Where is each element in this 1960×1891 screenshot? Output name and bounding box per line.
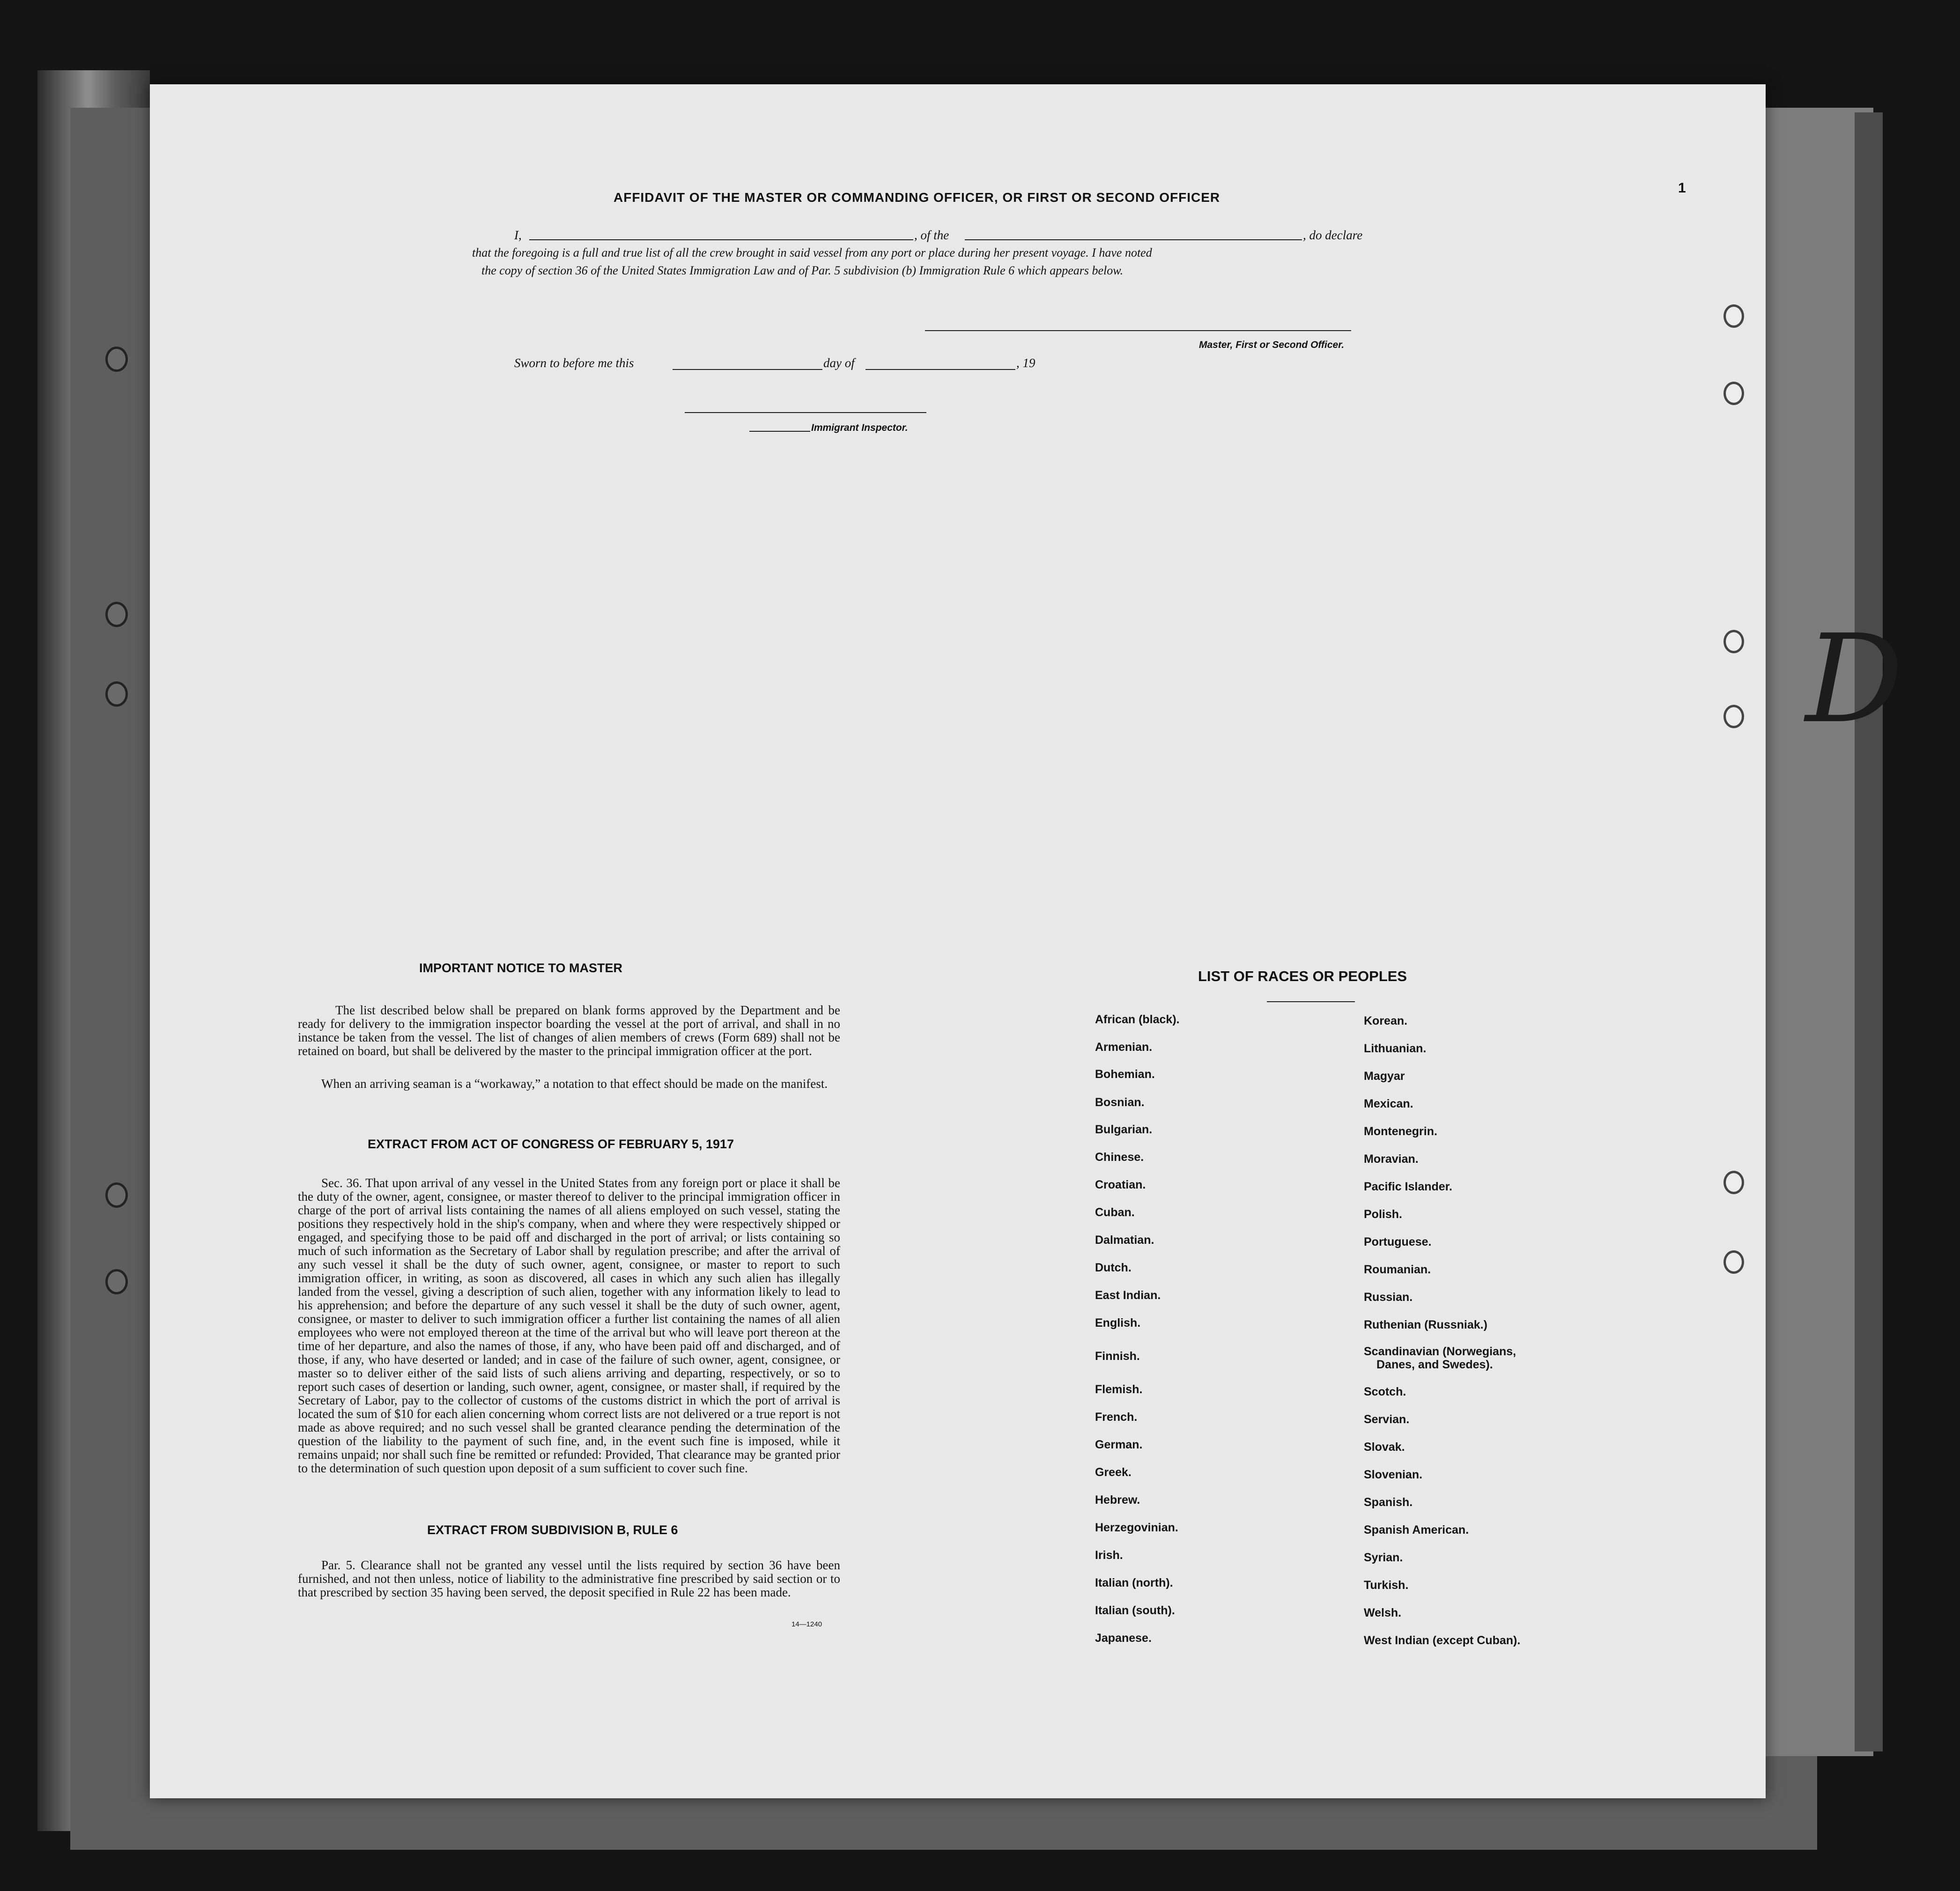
- master-signature-label: Master, First or Second Officer.: [1199, 340, 1345, 350]
- rule-par-5-text: Par. 5. Clearance shall not be granted any vessel until the lists required by section 36 have been furnished, and not then unless, notice of liability to the administrative fine prescribed by said section or to that prescribed by section 35 having been served, the deposit specified in Rule 22 has been made.: [298, 1558, 840, 1599]
- races-title-rule: [1267, 1001, 1355, 1002]
- race-entry: Bulgarian.: [1095, 1123, 1153, 1136]
- race-entry: Finnish.: [1095, 1350, 1140, 1363]
- affidavit-body-line: the copy of section 36 of the United States Immigration Law and of Par. 5 subdivision (b) Immigration Rule 6 which appears below.: [481, 264, 1124, 277]
- act-section-36-text: Sec. 36. That upon arrival of any vessel in the United States from any foreign port or place it shall be the duty of the owner, agent, consignee, or master thereof to deliver to the principal immigration officer in charge of the port of arrival lists containing the names of all aliens employed on such vessel, stating the positions they respectively hold in the ship's company, when and where they were respectively shipped or engaged, and specifying those to be paid off and discharged in the port of arrival; or lists containing so much of such information as the Secretary of Labor shall by regulation prescribe; and after the arrival of any such vessel it shall be the duty of such owner, agent, consignee, or master to report to such immigration officer, in writing, as soon as discovered, all cases in which any such alien has illegally landed from the vessel, giving a description of such alien, together with any information likely to lead to his apprehension; and before the departure of any such vessel it shall be the duty of such owner, agent, consignee, or master to deliver to such immigration officer a further list containing the names of all alien employees who were not employed thereon at the time of the arrival but who will leave port thereon at the time of her departure, and also the names of those, if any, who have been paid off and discharged, and of those, if any, who have deserted or landed; and in case of the failure of such owner, agent, consignee, or master so to deliver either of the said lists of such aliens arriving and departing, respectively, or so to report such cases of desertion or landing, such owner, agent, consignee, or master shall, if required by the Secretary of Labor, pay to the collector of customs of the customs district in which the port of arrival is located the sum of $10 for each alien concerning whom correct lists are not delivered or a true report is not made as above required; and no such vessel shall be granted clearance pending the determination of the question of the liability to the payment of such fine, and, in the event such fine is imposed, while it remains unpaid; nor shall such fine be remitted or refunded: Provided, That clearance may be granted prior to the determination of such question upon deposit of a sum sufficient to cover such fine.: [298, 1176, 840, 1475]
- form-code: 14—1240: [791, 1620, 822, 1628]
- race-entry: Cuban.: [1095, 1206, 1135, 1219]
- race-entry: East Indian.: [1095, 1289, 1161, 1302]
- rule-title: EXTRACT FROM SUBDIVISION B, RULE 6: [427, 1523, 678, 1537]
- race-entry: Dutch.: [1095, 1261, 1132, 1274]
- sworn-year-label: , 19: [1016, 356, 1035, 370]
- race-entry: Hebrew.: [1095, 1493, 1140, 1507]
- affidavit-body-line: that the foregoing is a full and true list of all the crew brought in said vessel from any port or place during her present voyage. I have noted: [472, 246, 1152, 259]
- race-entry: Slovak.: [1364, 1440, 1405, 1454]
- race-entry: Korean.: [1364, 1014, 1408, 1027]
- race-entry: Flemish.: [1095, 1383, 1143, 1396]
- race-entry: Herzegovinian.: [1095, 1521, 1178, 1534]
- race-entry: Syrian.: [1364, 1551, 1403, 1564]
- sworn-day-of-label: day of: [823, 356, 855, 370]
- race-entry: Mexican.: [1364, 1097, 1413, 1110]
- race-entry: Roumanian.: [1364, 1263, 1431, 1276]
- race-entry: English.: [1095, 1316, 1141, 1330]
- binder-ring-hole: [105, 347, 128, 372]
- master-signature-line: [925, 330, 1351, 331]
- binder-ring-hole: [105, 602, 128, 627]
- race-entry: Welsh.: [1364, 1606, 1402, 1619]
- race-entry: French.: [1095, 1411, 1138, 1424]
- underlying-page-strip: [1855, 112, 1883, 1751]
- race-entry: Scotch.: [1364, 1385, 1406, 1398]
- race-entry: Scandinavian (Norwegians,: [1364, 1345, 1516, 1358]
- sworn-day-line: [673, 369, 822, 370]
- race-entry: Spanish American.: [1364, 1523, 1469, 1536]
- punch-hole: [1723, 1250, 1744, 1274]
- race-entry: Bohemian.: [1095, 1068, 1155, 1081]
- binder-ring-hole: [105, 1182, 128, 1208]
- sworn-label: Sworn to before me this: [514, 356, 634, 370]
- race-entry: Moravian.: [1364, 1152, 1419, 1166]
- race-entry: Montenegrin.: [1364, 1125, 1437, 1138]
- punch-hole: [1723, 705, 1744, 728]
- name-line: [529, 239, 913, 240]
- document-page: [150, 84, 1766, 1798]
- race-entry: Slovenian.: [1364, 1468, 1423, 1481]
- race-entry: Turkish.: [1364, 1579, 1409, 1592]
- race-entry: Italian (north).: [1095, 1576, 1173, 1589]
- race-entry: Chinese.: [1095, 1151, 1144, 1164]
- binder-ring-hole: [105, 1269, 128, 1294]
- affidavit-declare-label: , do declare: [1303, 228, 1363, 242]
- underlying-page-letter: D: [1805, 609, 1903, 750]
- inspector-signature-line: [685, 412, 926, 413]
- inspector-label: Immigrant Inspector.: [811, 422, 908, 433]
- race-entry: Japanese.: [1095, 1632, 1152, 1645]
- race-entry: German.: [1095, 1438, 1143, 1451]
- punch-hole: [1723, 630, 1744, 653]
- race-entry: Greek.: [1095, 1466, 1132, 1479]
- notice-title: IMPORTANT NOTICE TO MASTER: [419, 961, 622, 975]
- races-title: LIST OF RACES OR PEOPLES: [1198, 968, 1407, 984]
- race-entry: Ruthenian (Russniak.): [1364, 1318, 1487, 1331]
- race-entry: Croatian.: [1095, 1178, 1146, 1191]
- affidavit-title: AFFIDAVIT OF THE MASTER OR COMMANDING OFFICER, OR FIRST OR SECOND OFFICER: [614, 190, 1220, 205]
- race-entry: Bosnian.: [1095, 1096, 1145, 1109]
- notice-paragraph: The list described below shall be prepared on blank forms approved by the Department and be ready for delivery to the immigration inspector boarding the vessel at the port of arrival, and shall in no instance be taken from the vessel. The list of changes of alien members of crews (Form 689) shall not be retained on board, but shall be delivered by the master to the principal immigration officer at the port.: [298, 1003, 840, 1058]
- inspector-dash: [749, 431, 810, 432]
- race-entry: Danes, and Swedes).: [1376, 1358, 1493, 1371]
- notice-paragraph: When an arriving seaman is a “workaway,” a notation to that effect should be made on the manifest.: [321, 1077, 828, 1091]
- race-entry: Pacific Islander.: [1364, 1180, 1452, 1193]
- race-entry: Armenian.: [1095, 1041, 1153, 1054]
- punch-hole: [1723, 1171, 1744, 1194]
- binder-ring-hole: [105, 681, 128, 707]
- race-entry: Portuguese.: [1364, 1235, 1432, 1248]
- race-entry: West Indian (except Cuban).: [1364, 1634, 1521, 1647]
- affidavit-i-label: I,: [514, 228, 522, 242]
- race-entry: African (black).: [1095, 1013, 1180, 1026]
- race-entry: Spanish.: [1364, 1496, 1413, 1509]
- affidavit-of-label: , of the: [914, 228, 949, 242]
- page-number: 1: [1678, 180, 1686, 196]
- race-entry: Italian (south).: [1095, 1604, 1175, 1617]
- act-title: EXTRACT FROM ACT OF CONGRESS OF FEBRUARY 5, 1917: [368, 1137, 734, 1151]
- race-entry: Dalmatian.: [1095, 1234, 1154, 1247]
- sworn-month-line: [865, 369, 1015, 370]
- punch-hole: [1723, 382, 1744, 405]
- race-entry: Magyar: [1364, 1070, 1405, 1083]
- race-entry: Polish.: [1364, 1208, 1402, 1221]
- race-entry: Lithuanian.: [1364, 1042, 1427, 1055]
- punch-hole: [1723, 304, 1744, 328]
- vessel-line: [965, 239, 1302, 240]
- race-entry: Servian.: [1364, 1413, 1410, 1426]
- race-entry: Irish.: [1095, 1549, 1123, 1562]
- race-entry: Russian.: [1364, 1291, 1413, 1304]
